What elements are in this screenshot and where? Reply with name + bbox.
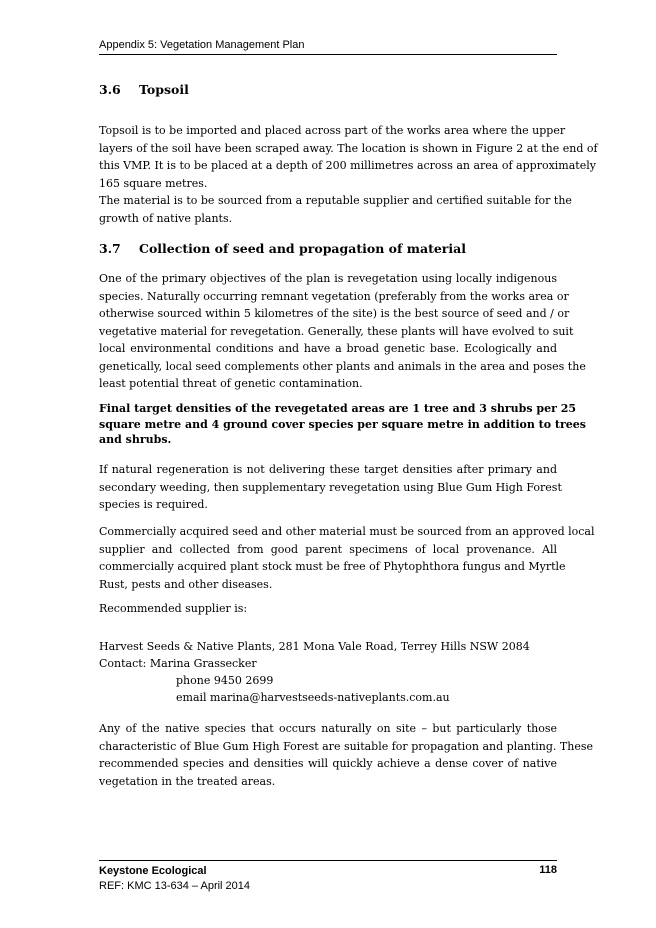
text-line: this VMP. It is to be placed at a depth of 200 millimetres across an area of approximately [99, 159, 596, 172]
text-line: The material is to be sourced from a reputable supplier and certified suitable for the [99, 194, 572, 207]
text-line: local environmental conditions and have a broad genetic base. Ecologically and [99, 342, 557, 355]
section-title: Collection of seed and propagation of material [139, 241, 466, 256]
text-line: species. Naturally occurring remnant vegetation (preferably from the works area or [99, 289, 569, 303]
text-line: secondary weeding, then supplementary revegetation using Blue Gum High Forest [99, 480, 562, 494]
text-line: One of the primary objectives of the plan is revegetation using locally indigenous [99, 272, 557, 285]
commercial-seed-paragraph [99, 523, 595, 593]
text-line: Commercially acquired seed and other material must be sourced from an approved local [99, 525, 595, 538]
supplier-address: Harvest Seeds & Native Plants, 281 Mona Vale Road, Terrey Hills NSW 2084 [99, 640, 530, 653]
supplier-intro: Recommended supplier is: [99, 602, 248, 615]
text-line: genetically, local seed complements other plants and animals in the area and poses the [99, 359, 586, 373]
topsoil-paragraph-2 [99, 192, 572, 227]
text-line: layers of the soil have been scraped away. The location is shown in Figure 2 at the end of [99, 141, 598, 155]
footer-company: Keystone Ecological [99, 865, 207, 877]
text-line: commercially acquired plant stock must be free of Phytophthora fungus and Myrtle [99, 560, 566, 573]
text-line: species is required. [99, 498, 208, 511]
text-line: least potential threat of genetic contamination. [99, 377, 363, 390]
header-divider [99, 54, 557, 55]
text-line: If natural regeneration is not delivering these target densities after primary and [99, 463, 557, 476]
section-heading-3-6 [99, 82, 189, 97]
text-line: Any of the native species that occurs naturally on site – but particularly those [99, 722, 557, 735]
text-line: growth of native plants. [99, 211, 233, 225]
page-header-title: Appendix 5: Vegetation Management Plan [99, 39, 305, 51]
text-line: 165 square metres. [99, 176, 208, 190]
section-heading-3-7 [99, 241, 466, 256]
footer-reference: REF: KMC 13-634 – April 2014 [99, 880, 251, 892]
text-line: Final target densities of the revegetated areas are 1 tree and 3 shrubs per 25 [99, 402, 577, 415]
text-line: square metre and 4 ground cover species per square metre in addition to trees [99, 417, 586, 431]
native-species-paragraph [99, 720, 593, 790]
supplier-phone: phone 9450 2699 [176, 674, 274, 687]
text-line: Topsoil is to be imported and placed across part of the works area where the upper [99, 124, 566, 137]
text-line: vegetative material for revegetation. Generally, these plants will have evolved to suit [99, 324, 574, 338]
text-line: otherwise sourced within 5 kilometres of the site) is the best source of seed and / or [99, 307, 570, 320]
text-line: recommended species and densities will quickly achieve a dense cover of native [99, 757, 557, 770]
page-number: 118 [539, 864, 557, 876]
supplier-email: email marina@harvestseeds-nativeplants.com.au [176, 691, 450, 704]
regeneration-paragraph [99, 461, 562, 514]
text-line: and shrubs. [99, 433, 172, 446]
topsoil-paragraph-1 [99, 122, 598, 192]
section-number: 3.7 [99, 241, 121, 256]
text-line: Rust, pests and other diseases. [99, 577, 273, 591]
section-number: 3.6 [99, 82, 121, 97]
text-line: vegetation in the treated areas. [99, 774, 276, 788]
footer-info [99, 864, 250, 894]
text-line: supplier and collected from good parent specimens of local provenance. All [99, 542, 557, 556]
footer-divider [99, 860, 557, 861]
section-title: Topsoil [139, 82, 189, 97]
objectives-paragraph [99, 270, 586, 393]
target-densities-paragraph [99, 401, 586, 448]
supplier-contact: Contact: Marina Grassecker [99, 657, 257, 670]
text-line: characteristic of Blue Gum High Forest are suitable for propagation and planting. These [99, 739, 593, 753]
